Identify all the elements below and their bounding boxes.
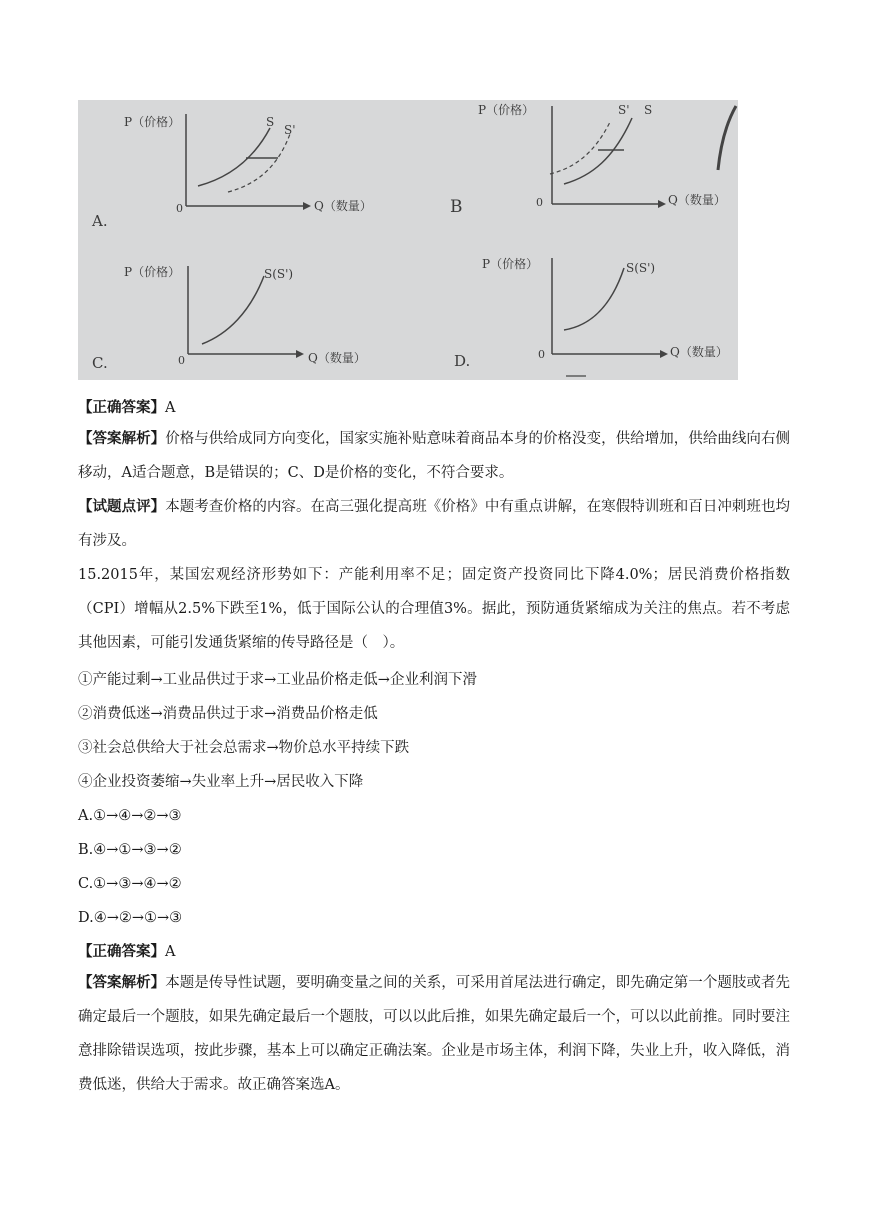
q14-comment — [78, 490, 790, 558]
curve-label: S — [644, 103, 653, 117]
curve-s — [198, 128, 270, 186]
origin-label: 0 — [178, 354, 185, 367]
answer-tag: 【正确答案】 — [78, 943, 165, 960]
curve-s — [564, 268, 624, 330]
origin-label: 0 — [176, 202, 183, 215]
x-axis-label: Q（数量） — [668, 193, 726, 207]
option-letter: D. — [454, 352, 471, 370]
y-axis-label: P（价格） — [124, 115, 181, 129]
path-item: ①产能过剩→工业品供过于求→工业品价格走低→企业利润下滑 — [78, 672, 477, 688]
option-b: B.④→①→③→② — [78, 842, 182, 858]
panel-d — [454, 256, 728, 376]
panel-a — [91, 114, 372, 230]
path-item: ②消费低迷→消费品供过于求→消费品价格走低 — [78, 706, 378, 722]
q15-stem: 15.2015年，某国宏观经济形势如下：产能利用率不足；固定资产投资同比下降4.0%；居民消费价格指数（CPI）增幅从2.5%下跌至1%，低于国际公认的合理值3%。据此，预防通货紧缩成为关注的焦点。若不考虑其他因素，可能引发通货紧缩的传导路径是（ ）。 — [78, 567, 790, 651]
path-item: ④企业投资萎缩→失业率上升→居民收入下降 — [78, 774, 364, 790]
option-letter: C. — [92, 354, 108, 372]
option-d: D.④→②→①→③ — [78, 910, 183, 926]
q14-analysis — [78, 422, 790, 490]
analysis-text: 价格与供给成同方向变化，国家实施补贴意味着商品本身的价格没变，供给增加，供给曲线向右侧移动，A适合题意，B是错误的；C、D是价格的变化，不符合要求。 — [78, 431, 790, 481]
analysis-tag: 【答案解析】 — [78, 974, 166, 991]
x-axis-label: Q（数量） — [308, 351, 366, 365]
answer-tag: 【正确答案】 — [78, 399, 165, 416]
q15-answer-line — [78, 942, 175, 962]
option-a: A.①→④→②→③ — [78, 808, 182, 824]
x-axis-label: Q（数量） — [314, 199, 372, 213]
curve-s — [564, 118, 632, 184]
curve-label: S — [266, 115, 275, 129]
curve-s-prime — [550, 122, 610, 174]
option-c: C.①→③→④→② — [78, 876, 182, 892]
curve-label: S(S') — [264, 267, 294, 281]
answer-value: A — [165, 944, 176, 960]
curve-label: S' — [618, 103, 630, 117]
origin-label: 0 — [538, 348, 545, 361]
q15-analysis — [78, 966, 790, 1102]
y-axis-label: P（价格） — [482, 257, 539, 271]
analysis-text: 本题是传导性试题，要明确变量之间的关系，可采用首尾法进行确定，即先确定第一个题肢或者先确定最后一个题肢，如果先确定最后一个题肢，可以以此后推，如果先确定最后一个，可以以此前推。同时要注意排除错误选项，按此步骤，基本上可以确定正确法案。企业是市场主体，利润下降，失业上升，收入降低，消费低迷，供给大于需求。故正确答案选A。 — [78, 975, 790, 1093]
q14-answer-line — [78, 398, 175, 418]
curve-s — [202, 276, 264, 344]
x-axis-label: Q（数量） — [670, 345, 728, 359]
origin-label: 0 — [536, 196, 543, 209]
comment-text: 本题考查价格的内容。在高三强化提高班《价格》中有重点讲解，在寒假特训班和百日冲刺班也均有涉及。 — [78, 499, 790, 549]
path-item: ③社会总供给大于社会总需求→物价总水平持续下跌 — [78, 740, 410, 756]
supply-curve-figure — [78, 100, 738, 380]
y-axis-label: P（价格） — [478, 103, 535, 117]
curve-label: S' — [284, 123, 296, 137]
option-letter: B — [450, 197, 463, 217]
panel-b — [450, 102, 736, 217]
option-letter: A. — [92, 212, 108, 230]
curve-s-prime — [228, 134, 290, 192]
analysis-tag: 【答案解析】 — [78, 430, 166, 447]
comment-tag: 【试题点评】 — [78, 498, 166, 515]
y-axis-label: P（价格） — [124, 265, 181, 279]
curve-label: S(S') — [626, 261, 656, 275]
answer-value: A — [165, 400, 176, 416]
panel-c — [92, 264, 366, 372]
